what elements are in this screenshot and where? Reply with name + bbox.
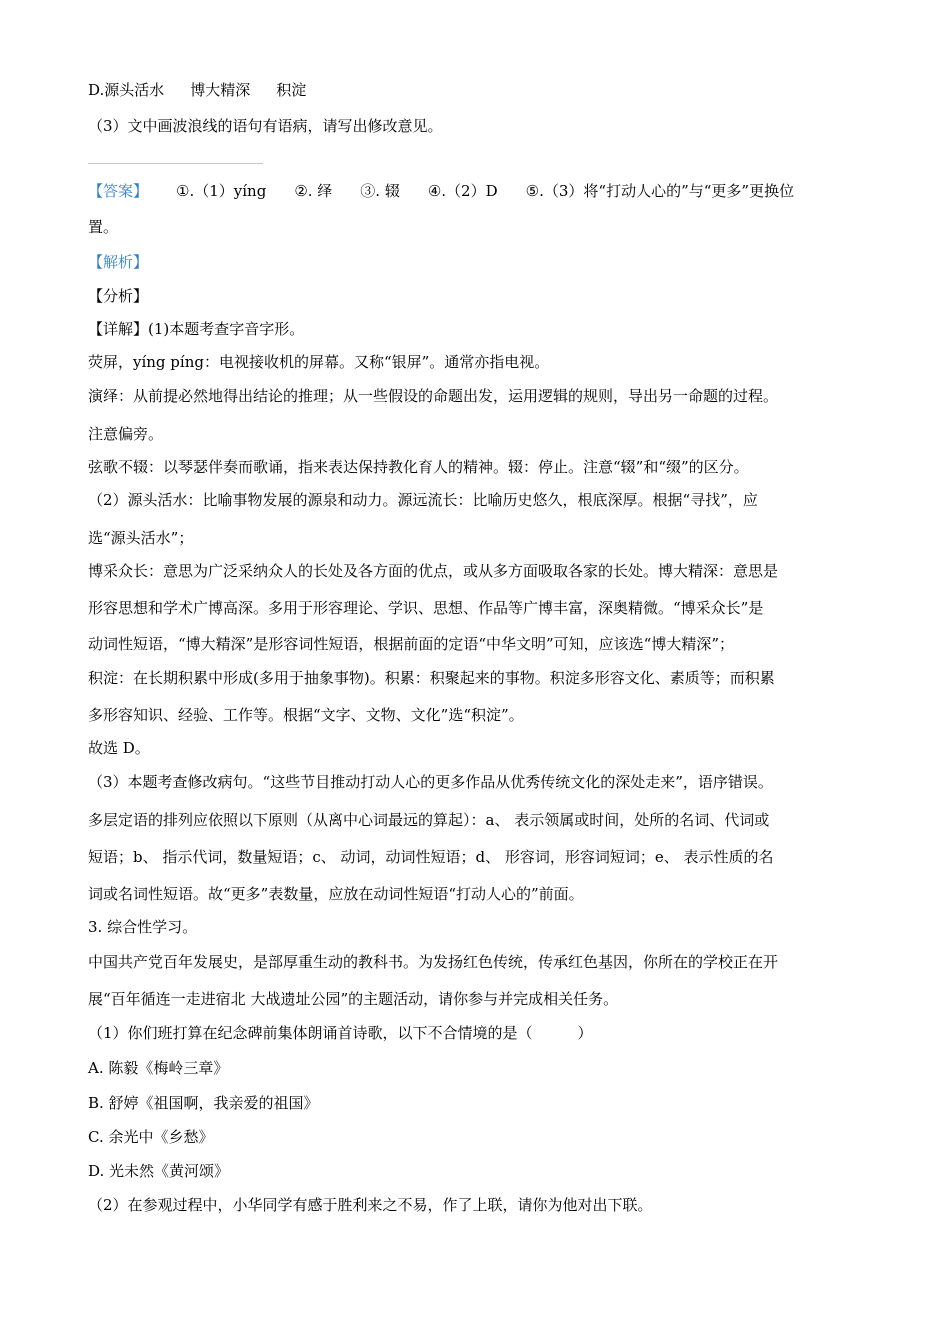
- fenxi-tag: 【分析】: [88, 287, 149, 305]
- analysis-line: 弦歌不辍：以琴瑟伴奏而歌诵，指来表达保持教化育人的精神。辍：停止。注意“辍”和“缀”的区分。: [88, 458, 749, 476]
- analysis-line: 注意偏旁。: [88, 425, 164, 443]
- q3-line: 展“百年循连一走进宿北 大战遗址公园”的主题活动，请你参与并完成相关任务。: [88, 990, 619, 1008]
- analysis-line: 短语；b、 指示代词，数量短语；c、 动词，动词性短语；d、 形容词，形容词短词；e、 表示性质的名: [88, 848, 774, 866]
- analysis-line: 积淀：在长期积累中形成(多用于抽象事物)。积累：积聚起来的事物。积淀多形容文化、素质等；而积累: [88, 669, 775, 687]
- analysis-line: 【详解】(1)本题考查字音字形。: [88, 320, 305, 338]
- analysis-line: （3）本题考查修改病句。“这些节目推动打动人心的更多作品从优秀传统文化的深处走来”，语序错误。: [88, 773, 773, 791]
- answer-cont: 置。: [88, 218, 119, 236]
- option-d-part1: D.源头活水: [88, 81, 165, 99]
- question-3-title: 3. 综合性学习。: [88, 918, 198, 936]
- option-d: D. 光未然《黄河颂》: [88, 1162, 230, 1180]
- option-a: A. 陈毅《梅岭三章》: [88, 1059, 229, 1077]
- analysis-line: 动词性短语，“博大精深”是形容词性短语，根据前面的定语“中华文明”可知，应该选“博大精深”；: [88, 635, 735, 653]
- q3-prompt: （3）文中画波浪线的语句有语病，请写出修改意见。: [88, 117, 443, 135]
- analysis-line: 故选 D。: [88, 739, 150, 757]
- answer-item-5: ⑤.（3）将“打动人心的”与“更多”更换位: [525, 182, 795, 200]
- analysis-line: 形容思想和学术广博高深。多用于形容理论、学识、思想、作品等广博丰富，深奥精微。“博采众长”是: [88, 599, 764, 617]
- analysis-line: 荧屏，yíng píng：电视接收机的屏幕。又称“银屏”。通常亦指电视。: [88, 353, 550, 371]
- answer-tag: 【答案】: [88, 182, 149, 200]
- analysis-line: 词或名词性短语。故“更多”表数量，应放在动词性短语“打动人心的”前面。: [88, 885, 584, 903]
- option-d-line: [88, 80, 306, 100]
- answer-item-4: ④.（2）D: [427, 182, 498, 200]
- q3-sub2: （2）在参观过程中，小华同学有感于胜利来之不易，作了上联，请你为他对出下联。: [88, 1196, 653, 1214]
- answer-item-2: ②. 绎: [294, 182, 333, 200]
- q3-sub1: （1）你们班打算在纪念碑前集体朗诵首诗歌，以下不合情境的是（ ）: [88, 1024, 593, 1042]
- answer-line: [88, 181, 794, 201]
- option-c: C. 余光中《乡愁》: [88, 1128, 214, 1146]
- separator-line: [88, 163, 263, 164]
- analysis-line: 博采众长：意思为广泛采纳众人的长处及各方面的优点，或从多方面吸取各家的长处。博大精深：意思是: [88, 562, 779, 580]
- q3-line: 中国共产党百年发展史，是部厚重生动的教科书。为发扬红色传统，传承红色基因，你所在的学校正在开: [88, 953, 779, 971]
- analysis-tag: 【解析】: [88, 253, 149, 271]
- analysis-line: 多层定语的排列应依照以下原则（从离中心词最远的算起）：a、 表示领属或时间，处所的名词、代词或: [88, 811, 770, 829]
- answer-item-1: ①.（1）yíng: [176, 182, 267, 200]
- analysis-line: 演绎：从前提必然地得出结论的推理；从一些假设的命题出发，运用逻辑的规则，导出另一命题的过程。: [88, 387, 779, 405]
- option-d-part2: 博大精深: [190, 81, 251, 99]
- option-d-part3: 积淀: [276, 81, 307, 99]
- analysis-line: 多形容知识、经验、工作等。根据“文字、文物、文化”选“积淀”。: [88, 706, 524, 724]
- answer-item-3: ③. 辍: [360, 182, 400, 200]
- option-b: B. 舒婷《祖国啊，我亲爱的祖国》: [88, 1094, 319, 1112]
- analysis-line: 选“源头活水”；: [88, 529, 194, 547]
- analysis-line: （2）源头活水：比喻事物发展的源泉和动力。源远流长：比喻历史悠久，根底深厚。根据“寻找”，应: [88, 491, 758, 509]
